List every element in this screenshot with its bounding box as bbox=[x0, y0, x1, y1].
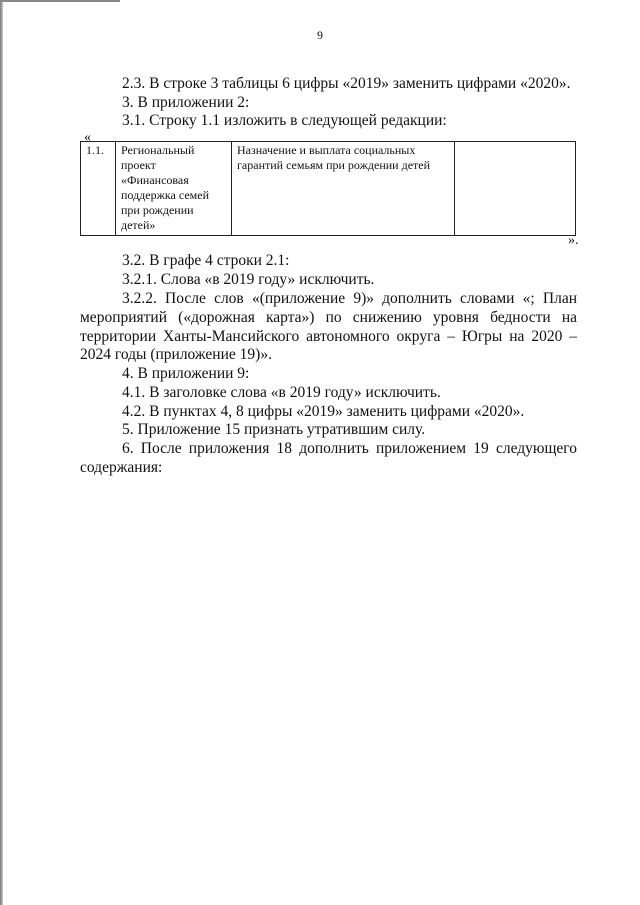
empty-cell bbox=[455, 142, 576, 236]
row-number-cell: 1.1. bbox=[81, 142, 116, 236]
quote-open: « bbox=[84, 130, 91, 145]
paragraph-4: 4. В приложении 9: bbox=[122, 365, 250, 382]
paragraph-3-2-2-line-2: мероприятий («дорожная карта») по снижению уровня бедности на bbox=[80, 309, 577, 326]
scan-edge bbox=[0, 0, 3, 905]
paragraph-4-2: 4.2. В пунктах 4, 8 цифры «2019» заменить цифрами «2020». bbox=[122, 403, 525, 420]
amendment-table bbox=[80, 141, 576, 236]
paragraph-3-1: 3.1. Строку 1.1 изложить в следующей редакции: bbox=[122, 112, 447, 129]
page-number: 9 bbox=[317, 28, 323, 42]
quote-close: ». bbox=[568, 233, 579, 248]
paragraph-3-2-1: 3.2.1. Слова «в 2019 году» исключить. bbox=[122, 271, 375, 288]
paragraph-3: 3. В приложении 2: bbox=[122, 94, 250, 111]
paragraph-3-2-2-line-1: 3.2.2. После слов «(приложение 9)» дополнить словами «; План bbox=[122, 290, 577, 307]
paragraph-6-line-1: 6. После приложения 18 дополнить приложением 19 следующего bbox=[122, 440, 577, 457]
measure-cell: Назначение и выплата социальных гарантий семьям при рождении детей bbox=[232, 142, 455, 236]
project-cell: Региональный проект «Финансовая поддержка семей при рождении детей» bbox=[116, 142, 232, 236]
paragraph-3-2-2-line-4: 2024 годы (приложение 19)». bbox=[80, 346, 272, 363]
paragraph-3-2: 3.2. В графе 4 строки 2.1: bbox=[122, 252, 290, 269]
paragraph-4-1: 4.1. В заголовке слова «в 2019 году» исключить. bbox=[122, 384, 441, 401]
paragraph-2-3: 2.3. В строке 3 таблицы 6 цифры «2019» заменить цифрами «2020». bbox=[122, 75, 571, 92]
scan-edge-top bbox=[0, 0, 120, 2]
paragraph-3-2-2-line-3: территории Ханты-Мансийского автономного округа – Югры на 2020 – bbox=[80, 328, 577, 345]
table-row bbox=[81, 142, 576, 236]
paragraph-6-line-2: содержания: bbox=[80, 459, 163, 476]
paragraph-5: 5. Приложение 15 признать утратившим силу. bbox=[122, 421, 426, 438]
